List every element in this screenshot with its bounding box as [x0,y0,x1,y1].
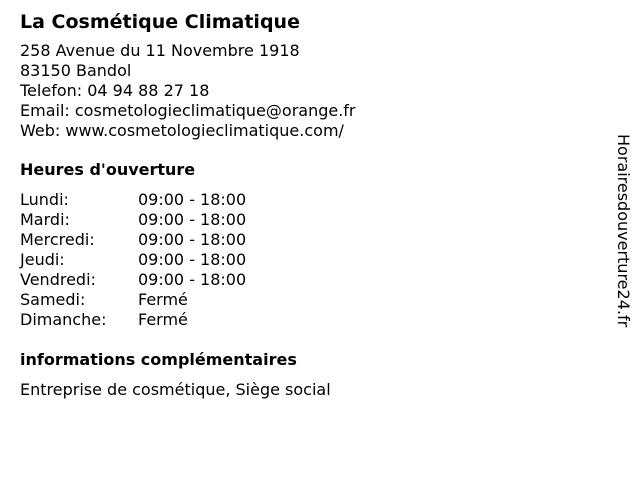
business-name: La Cosmétique Climatique [20,11,300,33]
web-line: Web: www.cosmetologieclimatique.com/ [20,121,344,140]
day-label: Lundi: [20,190,69,209]
day-label: Jeudi: [20,250,65,269]
address-line-2: 83150 Bandol [20,61,132,80]
day-label: Mercredi: [20,230,95,249]
address-line-1: 258 Avenue du 11 Novembre 1918 [20,41,300,60]
additional-info-heading: informations complémentaires [20,350,297,369]
business-card [20,9,580,400]
phone-line: Telefon: 04 94 88 27 18 [20,81,210,100]
time-value: 09:00 - 18:00 [138,250,247,269]
additional-info-text: Entreprise de cosmétique, Siège social [20,380,331,399]
hours-row-sunday [20,310,580,330]
time-value: 09:00 - 18:00 [138,270,247,289]
hours-row-wednesday [20,230,580,250]
time-value: 09:00 - 18:00 [138,190,247,209]
hours-row-tuesday [20,210,580,230]
hours-row-saturday [20,290,580,310]
day-label: Samedi: [20,290,86,309]
day-label: Dimanche: [20,310,107,329]
time-value: Fermé [138,310,188,329]
hours-row-friday [20,270,580,290]
opening-hours-table [20,190,580,330]
hours-row-thursday [20,250,580,270]
day-label: Mardi: [20,210,70,229]
time-value: 09:00 - 18:00 [138,230,247,249]
hours-row-monday [20,190,580,210]
day-label: Vendredi: [20,270,96,289]
opening-hours-heading: Heures d'ouverture [20,160,196,179]
site-watermark: Horairesdouverture24.fr [614,134,633,328]
time-value: Fermé [138,290,188,309]
email-line: Email: cosmetologieclimatique@orange.fr [20,101,356,120]
time-value: 09:00 - 18:00 [138,210,247,229]
